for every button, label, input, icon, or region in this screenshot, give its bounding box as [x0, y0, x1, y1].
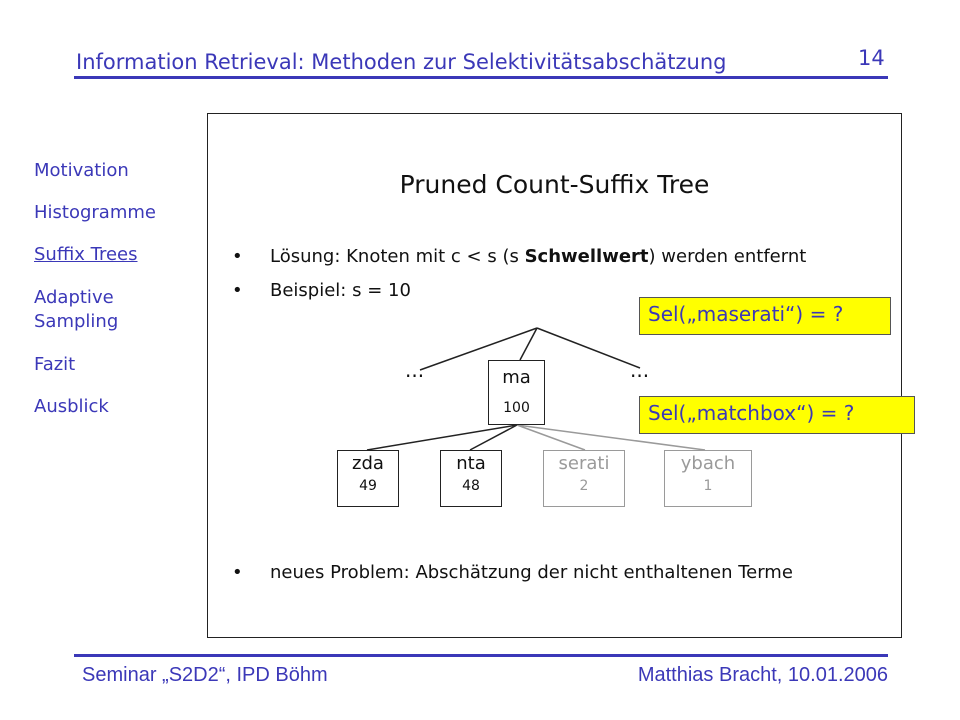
tree-node-zda — [337, 450, 399, 507]
bullet-loesung-suffix: ) werden entfernt — [648, 246, 807, 267]
edge-ma-serati — [517, 425, 585, 450]
sidebar-item-ausblick[interactable]: Ausblick — [34, 396, 109, 417]
node-label: serati — [558, 453, 610, 474]
bullet-symbol: • — [232, 246, 243, 267]
tree-ellipsis-left: ... — [405, 358, 425, 382]
sidebar-item-adaptive-sampling[interactable]: Adaptive Sampling — [34, 287, 119, 332]
sidebar-item-histogramme[interactable]: Histogramme — [34, 202, 156, 223]
node-label: ma — [502, 367, 531, 388]
bullet-symbol: • — [232, 562, 243, 583]
node-label: ybach — [680, 453, 736, 474]
callout-sel-maserati: Sel(„maserati“) = ? — [639, 297, 891, 335]
bullet-beispiel-text: Beispiel: s = 10 — [270, 280, 411, 301]
footer-author-date: Matthias Bracht, 10.01.2006 — [637, 664, 888, 686]
tree-node-ma — [488, 360, 545, 425]
node-label: zda — [352, 453, 384, 474]
callout-sel-matchbox: Sel(„matchbox“) = ? — [639, 396, 915, 434]
bullet-loesung-bold: Schwellwert — [524, 246, 649, 267]
slide-header-title: Information Retrieval: Methoden zur Selektivitätsabschätzung — [76, 50, 727, 74]
slide-number: 14 — [858, 46, 885, 70]
tree-node-nta — [440, 450, 502, 507]
sidebar-item-motivation[interactable]: Motivation — [34, 160, 129, 181]
node-count: 48 — [462, 478, 480, 494]
footer-seminar: Seminar „S2D2“, IPD Böhm — [82, 664, 328, 686]
node-label: nta — [456, 453, 486, 474]
tree-node-serati-pruned — [543, 450, 625, 507]
bullet-loesung-prefix: Lösung: Knoten mit c < s (s — [270, 246, 525, 267]
node-count: 1 — [703, 478, 713, 494]
footer-divider — [74, 654, 888, 657]
tree-ellipsis-right: ... — [630, 358, 650, 382]
tree-node-ybach-pruned — [664, 450, 752, 507]
bullet-neues-problem-text: neues Problem: Abschätzung der nicht enthaltenen Terme — [270, 562, 793, 583]
sidebar-item-fazit[interactable]: Fazit — [34, 354, 76, 375]
node-count: 2 — [579, 478, 589, 494]
edge-root-right — [537, 328, 640, 368]
node-count: 100 — [503, 400, 530, 416]
node-count: 49 — [359, 478, 377, 494]
sidebar-item-suffix-trees[interactable]: Suffix Trees — [34, 244, 138, 265]
bullet-symbol: • — [232, 280, 243, 301]
slide-title: Pruned Count-Suffix Tree — [399, 170, 710, 199]
